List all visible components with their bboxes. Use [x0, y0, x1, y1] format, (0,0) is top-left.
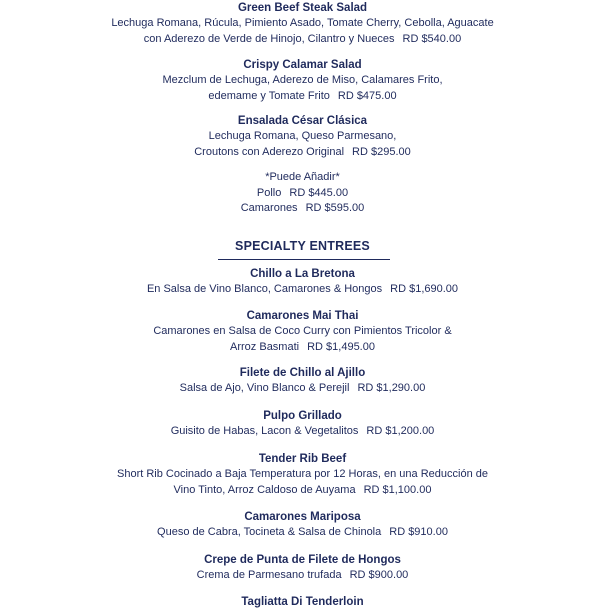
section-title: SPECIALTY ENTREES [235, 239, 370, 253]
item-description [0, 381, 605, 397]
description-line: Queso de Cabra, Tocineta & Salsa de Chinola [157, 526, 382, 538]
description-line: Lechuga Romana, Rúcula, Pimiento Asado, Tomate Cherry, Cebolla, Aguacate [111, 17, 494, 29]
menu-item-camarones-mariposa [0, 510, 605, 541]
addon-price: RD $445.00 [289, 186, 349, 199]
menu-item-tagliatta-di-tenderloin [0, 595, 605, 610]
addon-name: Pollo [256, 186, 282, 199]
description-line: Arroz Basmati [230, 340, 300, 353]
item-name: Camarones Mai Thai [246, 310, 359, 322]
item-price: RD $1,290.00 [357, 382, 426, 394]
item-price: RD $900.00 [349, 569, 409, 581]
section-divider [218, 259, 390, 260]
addon-name: Camarones [240, 202, 298, 214]
item-name: Crepe de Punta de Filete de Hongos [204, 554, 401, 566]
addons-heading: *Puede Añadir* [265, 171, 340, 183]
menu-item-crispy-calamar-salad [0, 58, 605, 104]
item-name: Camarones Mariposa [244, 511, 361, 523]
item-name: Crispy Calamar Salad [243, 59, 362, 71]
description-line: Camarones en Salsa de Coco Curry con Pimientos Tricolor & [153, 325, 452, 337]
item-price: RD $1,200.00 [366, 425, 435, 437]
menu-item-camarones-mai-thai [0, 309, 605, 355]
item-price: RD $540.00 [402, 32, 462, 45]
menu-item-filete-de-chillo-al-ajillo [0, 366, 605, 397]
item-description [0, 129, 605, 160]
item-description [0, 324, 605, 355]
item-name: Tagliatta Di Tenderloin [241, 596, 364, 608]
addons-block [0, 170, 605, 217]
description-line: Short Rib Cocinado a Baja Temperatura por 12 Horas, en una Reducción de [117, 468, 488, 480]
item-description [0, 467, 605, 498]
menu-item-ensalada-cesar-clasica [0, 114, 605, 160]
item-name: Filete de Chillo al Ajillo [239, 367, 366, 379]
item-description [0, 282, 605, 298]
description-line: Vino Tinto, Arroz Caldoso de Auyama [173, 483, 356, 496]
item-name: Green Beef Steak Salad [237, 2, 368, 14]
description-line: Crema de Parmesano trufada [196, 569, 342, 581]
item-name: Ensalada César Clásica [237, 115, 368, 127]
description-line: edemame y Tomate Frito [208, 89, 330, 102]
item-price: RD $295.00 [352, 145, 411, 158]
item-description [0, 525, 605, 541]
addon-price: RD $595.00 [305, 202, 365, 214]
item-description [0, 424, 605, 440]
menu-item-pulpo-grillado [0, 409, 605, 440]
description-line: En Salsa de Vino Blanco, Camarones & Hongos [146, 283, 383, 295]
description-line: con Aderezo de Verde de Hinojo, Cilantro y Nueces [143, 32, 395, 45]
item-name: Tender Rib Beef [258, 453, 347, 465]
item-description [0, 73, 605, 104]
description-line: Croutons con Aderezo Original [194, 145, 345, 158]
menu-item-chillo-a-la-bretona [0, 267, 605, 298]
item-description [0, 16, 605, 47]
addon-item [0, 186, 605, 202]
menu-item-tender-rib-beef [0, 452, 605, 498]
description-line: Mezclum de Lechuga, Aderezo de Miso, Calamares Frito, [162, 74, 443, 86]
item-price: RD $475.00 [337, 89, 397, 102]
item-price: RD $1,690.00 [390, 283, 459, 295]
menu-item-green-beef-steak-salad [0, 1, 605, 47]
addon-item [0, 201, 605, 217]
item-name: Chillo a La Bretona [250, 268, 355, 280]
item-price: RD $1,100.00 [363, 483, 432, 496]
item-description [0, 568, 605, 584]
item-name: Pulpo Grillado [263, 410, 342, 422]
menu-item-crepe-de-punta-de-filete [0, 553, 605, 584]
item-price: RD $910.00 [389, 526, 448, 538]
item-price: RD $1,495.00 [307, 340, 375, 353]
description-line: Lechuga Romana, Queso Parmesano, [208, 130, 397, 142]
description-line: Salsa de Ajo, Vino Blanco & Perejil [179, 382, 350, 394]
description-line: Guisito de Habas, Lacon & Vegetalitos [170, 425, 359, 437]
